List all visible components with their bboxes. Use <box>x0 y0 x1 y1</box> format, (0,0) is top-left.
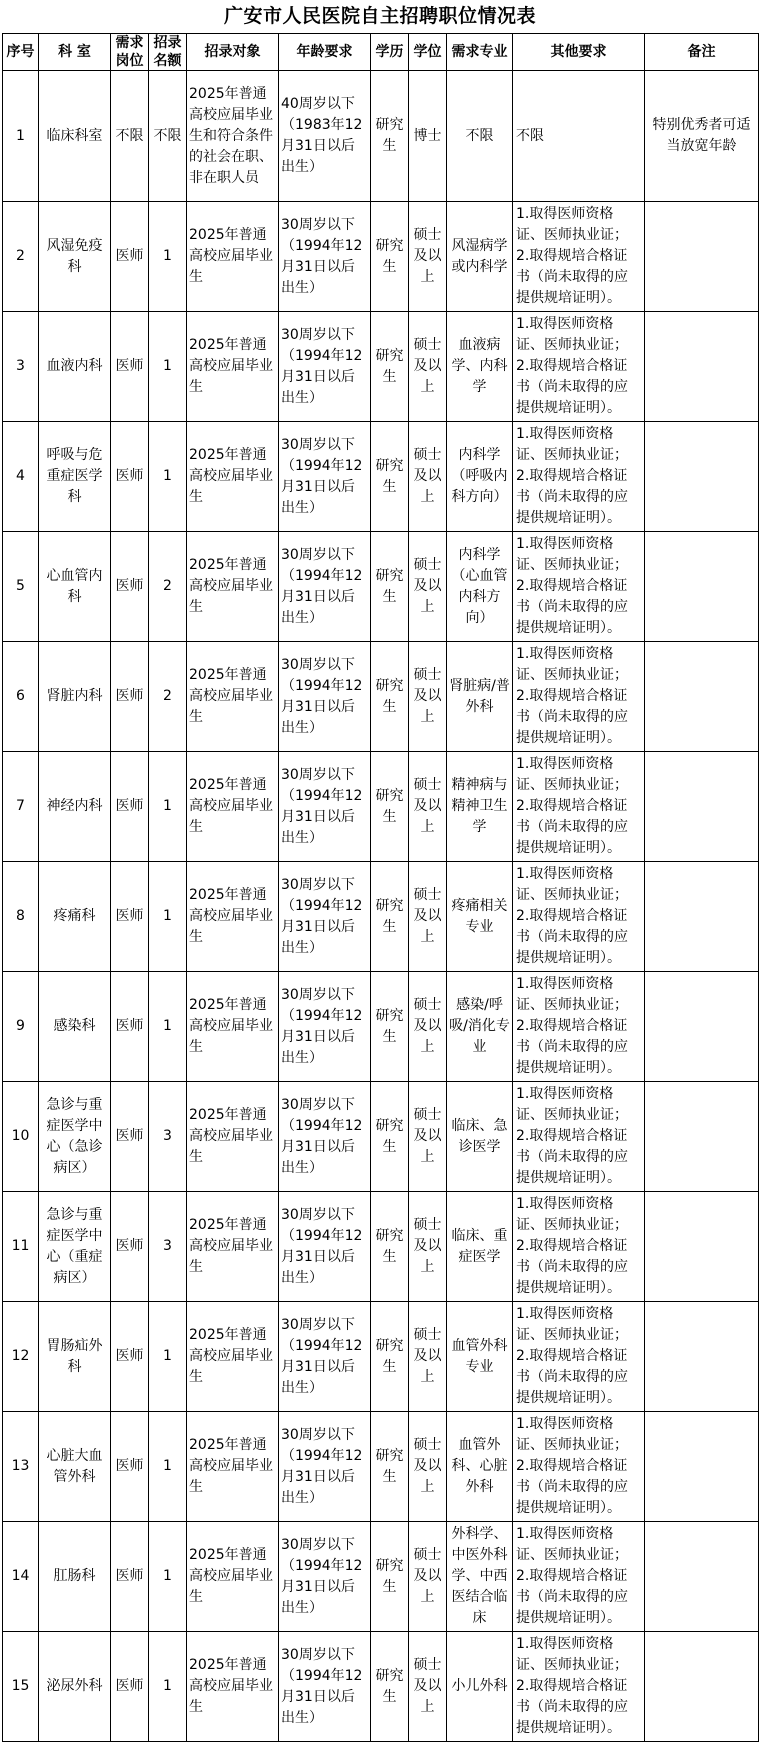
cell-number: 2 <box>3 202 39 312</box>
cell-quota: 不限 <box>149 71 187 202</box>
cell-target: 2025年普通高校应届毕业生 <box>187 1412 279 1522</box>
cell-position: 医师 <box>111 422 149 532</box>
cell-quota: 2 <box>149 642 187 752</box>
cell-quota: 3 <box>149 1082 187 1192</box>
cell-other-requirements: 1.取得医师资格证、医师执业证；2.取得规培合格证书（尚未取得的应提供规培证明）。 <box>513 972 645 1082</box>
cell-other-requirements: 1.取得医师资格证、医师执业证；2.取得规培合格证书（尚未取得的应提供规培证明）。 <box>513 1302 645 1412</box>
cell-target: 2025年普通高校应届毕业生 <box>187 532 279 642</box>
cell-major: 血管外科专业 <box>447 1302 513 1412</box>
cell-other-requirements: 1.取得医师资格证、医师执业证；2.取得规培合格证书（尚未取得的应提供规培证明）。 <box>513 1192 645 1302</box>
cell-quota: 1 <box>149 1632 187 1742</box>
cell-major: 风湿病学或内科学 <box>447 202 513 312</box>
cell-education: 研究生 <box>371 422 409 532</box>
cell-quota: 1 <box>149 862 187 972</box>
cell-education: 研究生 <box>371 71 409 202</box>
cell-age: 30周岁以下（1994年12月31日以后出生） <box>279 312 371 422</box>
header-cell: 需求专业 <box>447 34 513 71</box>
cell-number: 8 <box>3 862 39 972</box>
header-cell: 年龄要求 <box>279 34 371 71</box>
cell-remark <box>645 972 759 1082</box>
header-cell: 其他要求 <box>513 34 645 71</box>
cell-education: 研究生 <box>371 532 409 642</box>
cell-number: 1 <box>3 71 39 202</box>
cell-target: 2025年普通高校应届毕业生 <box>187 422 279 532</box>
cell-remark: 特别优秀者可适当放宽年龄 <box>645 71 759 202</box>
cell-degree: 硕士及以上 <box>409 1632 447 1742</box>
cell-position: 医师 <box>111 642 149 752</box>
table-row <box>3 1082 759 1192</box>
cell-other-requirements: 1.取得医师资格证、医师执业证；2.取得规培合格证书（尚未取得的应提供规培证明）。 <box>513 1412 645 1522</box>
recruitment-table <box>2 33 759 1742</box>
cell-major: 血液病学、内科学 <box>447 312 513 422</box>
header-cell: 招录对象 <box>187 34 279 71</box>
cell-remark <box>645 1192 759 1302</box>
cell-degree: 硕士及以上 <box>409 972 447 1082</box>
cell-department: 风湿免疫科 <box>39 202 111 312</box>
cell-remark <box>645 312 759 422</box>
cell-degree: 硕士及以上 <box>409 752 447 862</box>
cell-major: 精神病与精神卫生学 <box>447 752 513 862</box>
table-row <box>3 312 759 422</box>
cell-quota: 1 <box>149 752 187 862</box>
cell-department: 胃肠疝外科 <box>39 1302 111 1412</box>
cell-quota: 1 <box>149 422 187 532</box>
cell-other-requirements: 1.取得医师资格证、医师执业证；2.取得规培合格证书（尚未取得的应提供规培证明）。 <box>513 532 645 642</box>
cell-number: 9 <box>3 972 39 1082</box>
cell-target: 2025年普通高校应届毕业生 <box>187 312 279 422</box>
cell-education: 研究生 <box>371 862 409 972</box>
cell-number: 3 <box>3 312 39 422</box>
cell-other-requirements: 1.取得医师资格证、医师执业证；2.取得规培合格证书（尚未取得的应提供规培证明）。 <box>513 422 645 532</box>
table-body <box>3 71 759 1742</box>
cell-age: 30周岁以下（1994年12月31日以后出生） <box>279 202 371 312</box>
cell-degree: 硕士及以上 <box>409 532 447 642</box>
cell-position: 医师 <box>111 1302 149 1412</box>
cell-age: 30周岁以下（1994年12月31日以后出生） <box>279 1412 371 1522</box>
cell-target: 2025年普通高校应届毕业生 <box>187 1632 279 1742</box>
table-row <box>3 71 759 202</box>
table-row <box>3 972 759 1082</box>
cell-department: 疼痛科 <box>39 862 111 972</box>
cell-position: 医师 <box>111 312 149 422</box>
cell-quota: 1 <box>149 972 187 1082</box>
cell-education: 研究生 <box>371 1412 409 1522</box>
cell-degree: 硕士及以上 <box>409 1082 447 1192</box>
cell-target: 2025年普通高校应届毕业生 <box>187 972 279 1082</box>
cell-position: 医师 <box>111 202 149 312</box>
cell-number: 10 <box>3 1082 39 1192</box>
cell-department: 心血管内科 <box>39 532 111 642</box>
table-row <box>3 532 759 642</box>
cell-target: 2025年普通高校应届毕业生 <box>187 1082 279 1192</box>
cell-department: 临床科室 <box>39 71 111 202</box>
cell-other-requirements: 1.取得医师资格证、医师执业证；2.取得规培合格证书（尚未取得的应提供规培证明）。 <box>513 642 645 752</box>
cell-quota: 1 <box>149 1412 187 1522</box>
cell-degree: 硕士及以上 <box>409 862 447 972</box>
cell-major: 内科学（心血管内科方向） <box>447 532 513 642</box>
cell-target: 2025年普通高校应届毕业生 <box>187 752 279 862</box>
cell-education: 研究生 <box>371 202 409 312</box>
header-cell: 学位 <box>409 34 447 71</box>
cell-degree: 硕士及以上 <box>409 642 447 752</box>
cell-major: 外科学、中医外科学、中西医结合临床 <box>447 1522 513 1632</box>
cell-other-requirements: 1.取得医师资格证、医师执业证；2.取得规培合格证书（尚未取得的应提供规培证明）。 <box>513 1082 645 1192</box>
cell-position: 医师 <box>111 1412 149 1522</box>
cell-department: 泌尿外科 <box>39 1632 111 1742</box>
cell-department: 急诊与重症医学中心（急诊病区） <box>39 1082 111 1192</box>
table-row <box>3 862 759 972</box>
cell-remark <box>645 1412 759 1522</box>
cell-number: 15 <box>3 1632 39 1742</box>
cell-remark <box>645 1632 759 1742</box>
cell-remark <box>645 642 759 752</box>
cell-education: 研究生 <box>371 1302 409 1412</box>
cell-number: 5 <box>3 532 39 642</box>
cell-position: 医师 <box>111 752 149 862</box>
cell-major: 不限 <box>447 71 513 202</box>
cell-quota: 1 <box>149 1522 187 1632</box>
table-row <box>3 1522 759 1632</box>
cell-remark <box>645 202 759 312</box>
cell-degree: 硕士及以上 <box>409 422 447 532</box>
cell-number: 6 <box>3 642 39 752</box>
cell-degree: 硕士及以上 <box>409 1302 447 1412</box>
cell-age: 30周岁以下（1994年12月31日以后出生） <box>279 862 371 972</box>
cell-target: 2025年普通高校应届毕业生 <box>187 1302 279 1412</box>
cell-age: 30周岁以下（1994年12月31日以后出生） <box>279 752 371 862</box>
cell-education: 研究生 <box>371 642 409 752</box>
cell-department: 肾脏内科 <box>39 642 111 752</box>
cell-age: 30周岁以下（1994年12月31日以后出生） <box>279 1082 371 1192</box>
cell-number: 11 <box>3 1192 39 1302</box>
cell-position: 医师 <box>111 532 149 642</box>
cell-education: 研究生 <box>371 1082 409 1192</box>
cell-age: 30周岁以下（1994年12月31日以后出生） <box>279 642 371 752</box>
cell-position: 医师 <box>111 1082 149 1192</box>
cell-remark <box>645 1082 759 1192</box>
table-row <box>3 422 759 532</box>
cell-major: 临床、重症医学 <box>447 1192 513 1302</box>
cell-other-requirements: 1.取得医师资格证、医师执业证；2.取得规培合格证书（尚未取得的应提供规培证明）。 <box>513 1522 645 1632</box>
cell-quota: 2 <box>149 532 187 642</box>
cell-age: 40周岁以下（1983年12月31日以后出生） <box>279 71 371 202</box>
table-row <box>3 1192 759 1302</box>
cell-quota: 1 <box>149 1302 187 1412</box>
cell-other-requirements: 1.取得医师资格证、医师执业证；2.取得规培合格证书（尚未取得的应提供规培证明）。 <box>513 752 645 862</box>
cell-remark <box>645 422 759 532</box>
cell-other-requirements: 1.取得医师资格证、医师执业证；2.取得规培合格证书（尚未取得的应提供规培证明）。 <box>513 202 645 312</box>
cell-major: 临床、急诊医学 <box>447 1082 513 1192</box>
cell-department: 呼吸与危重症医学科 <box>39 422 111 532</box>
cell-remark <box>645 1522 759 1632</box>
cell-age: 30周岁以下（1994年12月31日以后出生） <box>279 1192 371 1302</box>
cell-department: 神经内科 <box>39 752 111 862</box>
table-row <box>3 642 759 752</box>
cell-education: 研究生 <box>371 752 409 862</box>
header-cell: 学历 <box>371 34 409 71</box>
cell-number: 14 <box>3 1522 39 1632</box>
cell-education: 研究生 <box>371 1522 409 1632</box>
cell-age: 30周岁以下（1994年12月31日以后出生） <box>279 1302 371 1412</box>
header-cell: 需求岗位 <box>111 34 149 71</box>
cell-major: 血管外科、心脏外科 <box>447 1412 513 1522</box>
cell-number: 4 <box>3 422 39 532</box>
cell-target: 2025年普通高校应届毕业生 <box>187 1192 279 1302</box>
cell-other-requirements: 不限 <box>513 71 645 202</box>
cell-degree: 硕士及以上 <box>409 1522 447 1632</box>
cell-number: 7 <box>3 752 39 862</box>
cell-position: 医师 <box>111 862 149 972</box>
cell-degree: 博士 <box>409 71 447 202</box>
header-cell: 招录名额 <box>149 34 187 71</box>
cell-position: 医师 <box>111 972 149 1082</box>
cell-major: 内科学（呼吸内科方向） <box>447 422 513 532</box>
cell-number: 12 <box>3 1302 39 1412</box>
cell-target: 2025年普通高校应届毕业生 <box>187 1522 279 1632</box>
cell-age: 30周岁以下（1994年12月31日以后出生） <box>279 422 371 532</box>
cell-education: 研究生 <box>371 1192 409 1302</box>
cell-department: 感染科 <box>39 972 111 1082</box>
cell-position: 医师 <box>111 1192 149 1302</box>
cell-age: 30周岁以下（1994年12月31日以后出生） <box>279 532 371 642</box>
header-cell: 序号 <box>3 34 39 71</box>
table-row <box>3 202 759 312</box>
cell-education: 研究生 <box>371 972 409 1082</box>
cell-age: 30周岁以下（1994年12月31日以后出生） <box>279 1522 371 1632</box>
cell-quota: 1 <box>149 202 187 312</box>
cell-target: 2025年普通高校应届毕业生和符合条件的社会在职、非在职人员 <box>187 71 279 202</box>
header-cell: 备注 <box>645 34 759 71</box>
table-row <box>3 1632 759 1742</box>
table-row <box>3 1412 759 1522</box>
cell-department: 急诊与重症医学中心（重症病区） <box>39 1192 111 1302</box>
cell-age: 30周岁以下（1994年12月31日以后出生） <box>279 1632 371 1742</box>
cell-target: 2025年普通高校应届毕业生 <box>187 862 279 972</box>
cell-number: 13 <box>3 1412 39 1522</box>
header-cell: 科 室 <box>39 34 111 71</box>
cell-position: 医师 <box>111 1522 149 1632</box>
cell-position: 医师 <box>111 1632 149 1742</box>
cell-department: 心脏大血管外科 <box>39 1412 111 1522</box>
cell-major: 小儿外科 <box>447 1632 513 1742</box>
cell-degree: 硕士及以上 <box>409 202 447 312</box>
cell-remark <box>645 1302 759 1412</box>
cell-other-requirements: 1.取得医师资格证、医师执业证；2.取得规培合格证书（尚未取得的应提供规培证明）。 <box>513 1632 645 1742</box>
cell-degree: 硕士及以上 <box>409 312 447 422</box>
cell-education: 研究生 <box>371 1632 409 1742</box>
table-row <box>3 752 759 862</box>
cell-degree: 硕士及以上 <box>409 1192 447 1302</box>
cell-remark <box>645 532 759 642</box>
cell-remark <box>645 752 759 862</box>
document-title: 广安市人民医院自主招聘职位情况表 <box>223 5 536 27</box>
cell-quota: 3 <box>149 1192 187 1302</box>
cell-major: 疼痛相关专业 <box>447 862 513 972</box>
cell-major: 肾脏病/普外科 <box>447 642 513 752</box>
cell-department: 肛肠科 <box>39 1522 111 1632</box>
cell-major: 感染/呼吸/消化专业 <box>447 972 513 1082</box>
cell-age: 30周岁以下（1994年12月31日以后出生） <box>279 972 371 1082</box>
cell-remark <box>645 862 759 972</box>
cell-other-requirements: 1.取得医师资格证、医师执业证；2.取得规培合格证书（尚未取得的应提供规培证明）。 <box>513 862 645 972</box>
cell-target: 2025年普通高校应届毕业生 <box>187 642 279 752</box>
cell-department: 血液内科 <box>39 312 111 422</box>
cell-position: 不限 <box>111 71 149 202</box>
cell-other-requirements: 1.取得医师资格证、医师执业证；2.取得规培合格证书（尚未取得的应提供规培证明）。 <box>513 312 645 422</box>
table-header-row <box>3 34 759 71</box>
cell-target: 2025年普通高校应届毕业生 <box>187 202 279 312</box>
cell-education: 研究生 <box>371 312 409 422</box>
cell-degree: 硕士及以上 <box>409 1412 447 1522</box>
table-row <box>3 1302 759 1412</box>
cell-quota: 1 <box>149 312 187 422</box>
